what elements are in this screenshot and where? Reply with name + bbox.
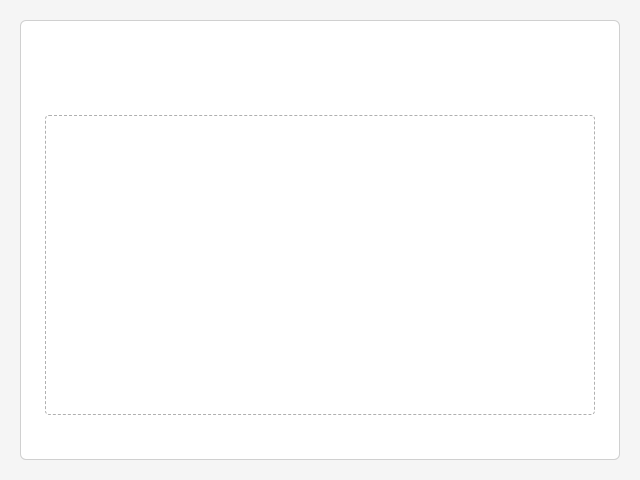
page-note <box>45 81 595 99</box>
placeholder-page <box>20 20 620 460</box>
content-placeholder <box>45 115 595 415</box>
page-title <box>45 45 595 69</box>
